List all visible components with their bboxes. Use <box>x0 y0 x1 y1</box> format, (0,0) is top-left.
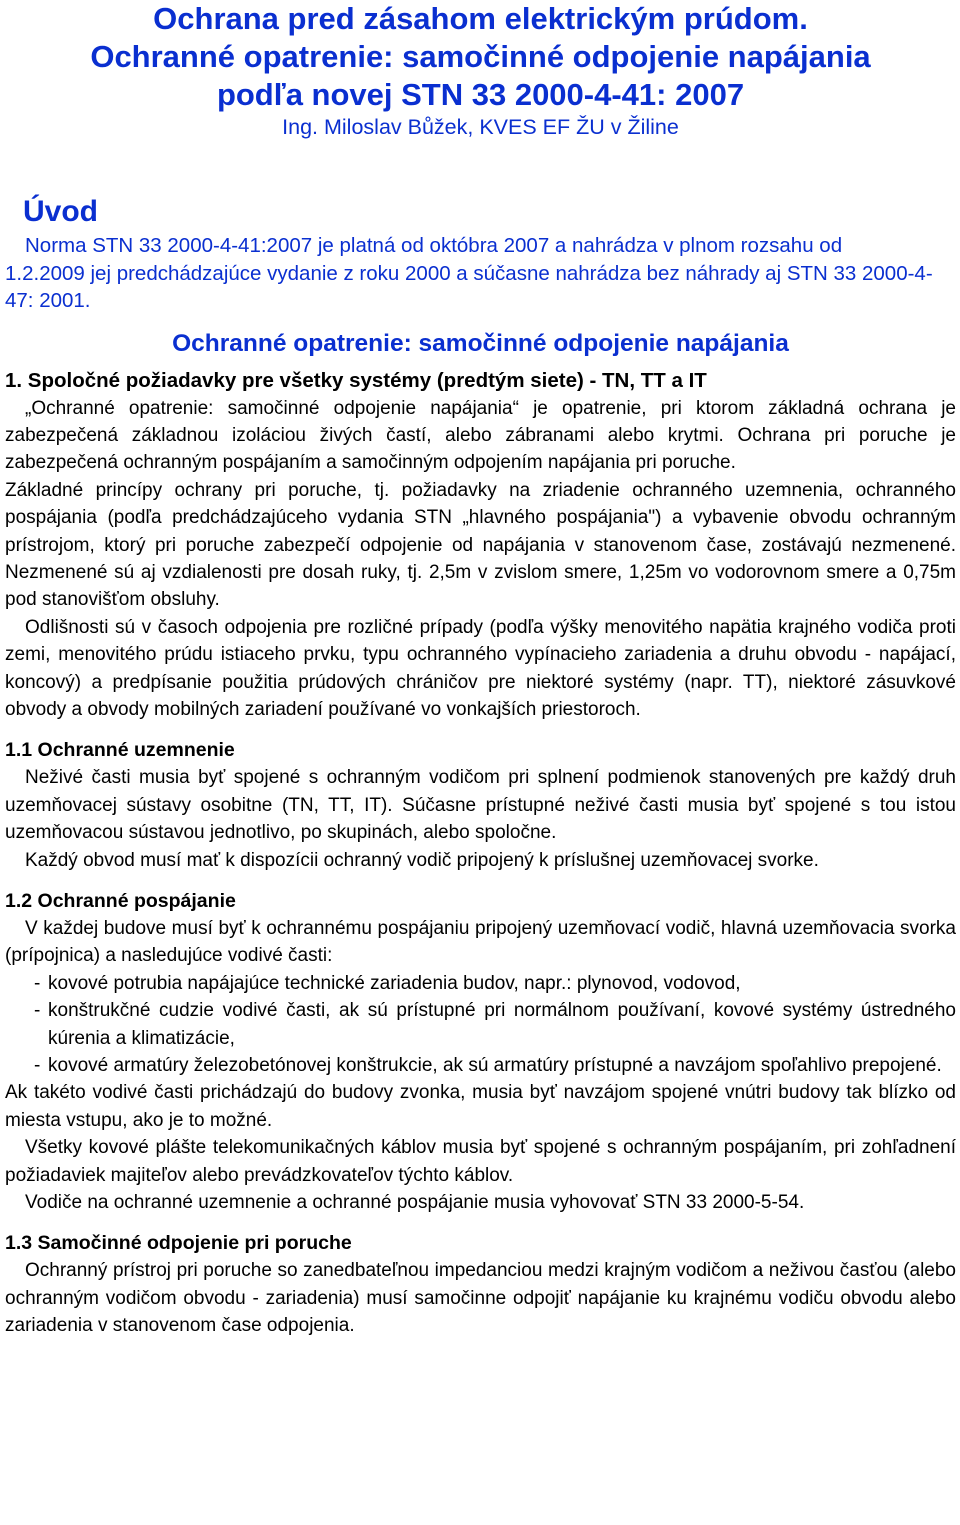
intro-line-rest: 1.2.2009 jej predchádzajúce vydanie z roku 2000 a súčasne nahrádza bez náhrady aj STN 33 2000-4-47: 2001. <box>5 261 933 312</box>
list-item <box>5 997 956 1052</box>
requirements-paragraph-1: „Ochranné opatrenie: samočinné odpojenie napájania“ je opatrenie, pri ktorom základná ochrana je zabezpečená základnou izoláciou živých častí, alebo zábranami alebo krytmi. Ochrana pri poruche je zabezpečená ochranným pospájaním a samočinným odpojením napájania pri poruche. <box>5 397 956 474</box>
subsection-1-3-paragraph-1: Ochranný prístroj pri poruche so zanedbateľnou impedanciou medzi krajným vodičom a neživou časťou (alebo ochranným vodičom obvodu - zariadenia) musí samočinne odpojiť napájanie ku krajnému vodiču obvodu alebo zariadenia v stanovenom čase odpojenia. <box>5 1260 956 1337</box>
requirements-heading: 1. Spoločné požiadavky pre všetky systémy (predtým siete) - TN, TT a IT <box>5 368 707 392</box>
section-title: Ochranné opatrenie: samočinné odpojenie napájania <box>172 329 789 357</box>
conductive-parts-list <box>5 970 956 1080</box>
list-item-text: kovové armatúry železobetónovej konštrukcie, ak sú armatúry prístupné a navzájom spoľahlivo prepojené. <box>48 1055 942 1077</box>
subsection-1-2-paragraph-4: Vodiče na ochranné uzemnenie a ochranné pospájanie musia vyhovovať STN 33 2000-5-54. <box>25 1192 805 1214</box>
intro-heading: Úvod <box>23 195 98 228</box>
subsection-1-3-heading: 1.3 Samočinné odpojenie pri poruche <box>5 1232 352 1255</box>
author-line: Ing. Miloslav Bůžek, KVES EF ŽU v Žiline <box>282 115 679 139</box>
list-item <box>5 970 956 997</box>
list-dash: - <box>34 1055 41 1077</box>
list-item <box>5 1052 956 1079</box>
document-title-line-1: Ochrana pred zásahom elektrickým prúdom. <box>153 1 808 36</box>
requirements-paragraph-2: Základné princípy ochrany pri poruche, tj. požiadavky na zriadenie ochranného uzemnenia, ochranného pospájania (podľa predchádzajúceho vydania STN „hlavného pospájania") a vybavenie obvodu ochranným prístrojom, ktorý pri poruche zabezpečí odpojenie od napájania v stanovenom čase, zostávajú nezmenené. Nezmenené sú aj vzdialenosti pre dosah ruky, tj. 2,5m v zvislom smere, 1,25m vo vodorovnom smere a 0,75m pod stanovišťom obsluhy. <box>5 479 956 611</box>
list-item-text: konštrukčné cudzie vodivé časti, ak sú prístupné pri normálnom používaní, kovové systémy ústredného kúrenia a klimatizácie, <box>48 1000 956 1049</box>
subsection-1-1-paragraph-2: Každý obvod musí mať k dispozícii ochranný vodič pripojený k príslušnej uzemňovacej svorke. <box>25 849 819 871</box>
list-item-text: kovové potrubia napájajúce technické zariadenia budov, napr.: plynovod, vodovod, <box>48 972 741 994</box>
subsection-1-1-paragraph-1: Neživé časti musia byť spojené s ochranným vodičom pri splnení podmienok stanovených pre každý druh uzemňovacej sústavy osobitne (TN, TT, IT). Súčasne prístupné neživé časti musia byť spojené s tou istou uzemňovacou sústavou jednotlivo, po skupinách, alebo spoločne. <box>5 767 956 844</box>
subsection-1-2-paragraph-1: V každej budove musí byť k ochrannému pospájaniu pripojený uzemňovací vodič, hlavná uzemňovacia svorka (prípojnica) a nasledujúce vodivé časti: <box>5 918 956 967</box>
subsection-1-2-paragraph-3: Všetky kovové plášte telekomunikačných káblov musia byť spojené s ochranným pospájaním, pri zohľadnení požiadaviek majiteľov alebo prevádzkovateľov týchto káblov. <box>5 1137 956 1186</box>
intro-paragraph <box>5 232 956 315</box>
subsection-1-2-heading: 1.2 Ochranné pospájanie <box>5 890 236 912</box>
subsection-1-2-paragraph-2: Ak takéto vodivé časti prichádzajú do budovy zvonka, musia byť navzájom spojené vnútri budovy tak blízko od miesta vstupu, ako je to možné. <box>5 1082 956 1131</box>
intro-line-1: Norma STN 33 2000-4-41:2007 je platná od októbra 2007 a nahrádza v plnom rozsahu od <box>25 234 843 257</box>
document-title-line-3: podľa novej STN 33 2000-4-41: 2007 <box>216 77 745 112</box>
list-dash: - <box>34 1000 41 1022</box>
requirements-paragraph-3: Odlišnosti sú v časoch odpojenia pre rozličné prípady (podľa výšky menovitého napätia krajného vodiča proti zemi, menovitého prúdu istiaceho prvku, typu ochranného vypínacieho zariadenia a druhu obvodu - napájací, koncový) a predpísanie použitia prúdových chráničov pre niektoré systémy (napr. TT), niektoré zásuvkové obvody a obvody mobilných zariadení používané vo vonkajších priestoroch. <box>5 616 956 720</box>
list-dash: - <box>34 972 41 994</box>
subsection-1-1-heading: 1.1 Ochranné uzemnenie <box>5 739 235 762</box>
document-title-line-2: Ochranné opatrenie: samočinné odpojenie napájania <box>90 39 871 74</box>
